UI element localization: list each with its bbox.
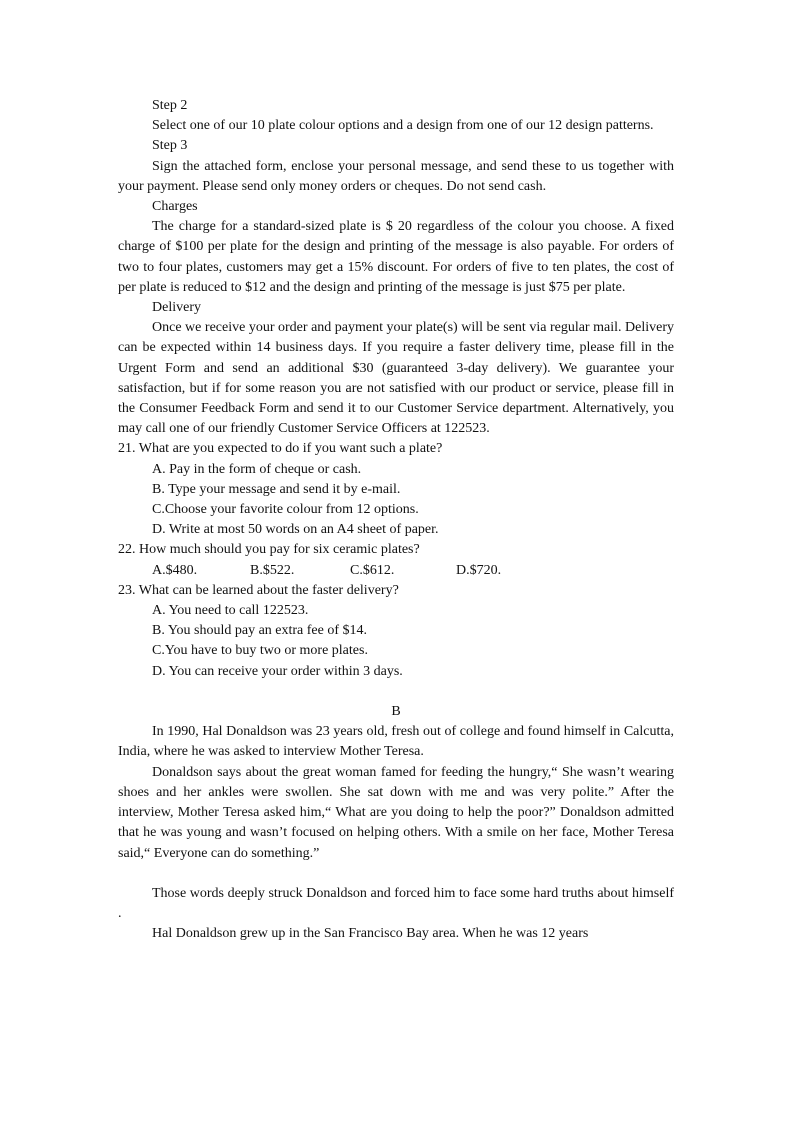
passage-b-paragraph-2: Donaldson says about the great woman famed for feeding the hungry,“ She wasn’t wearing shoes and her ankles were swollen. She sat down with me and was very polite.” After the interview, Mother Teresa asked him,“ What are you doing to help the poor?” Donaldson admitted that he was young and wasn’t focused on helping others. With a smile on her face, Mother Teresa said,“ Everyone can do something.” (118, 764, 674, 861)
q22-option-b: B.$522. (250, 562, 295, 578)
step3-heading: Step 3 (152, 138, 188, 154)
q21-option-c: C.Choose your favorite colour from 12 options. (152, 502, 419, 518)
delivery-heading: Delivery (152, 300, 201, 316)
passage-b-paragraph-4: Hal Donaldson grew up in the San Francisco Bay area. When he was 12 years (152, 926, 589, 942)
spacer (118, 864, 674, 884)
q23-option-c: C.You have to buy two or more plates. (152, 643, 368, 659)
q21-option-b: B. Type your message and send it by e-mail. (152, 481, 401, 497)
q21-option-d: D. Write at most 50 words on an A4 sheet of paper. (152, 522, 439, 538)
step2-heading: Step 2 (152, 98, 188, 113)
q23-option-b: B. You should pay an extra fee of $14. (152, 623, 368, 639)
question-21: 21. What are you expected to do if you want such a plate? (118, 441, 443, 457)
q22-option-d: D.$720. (456, 562, 502, 578)
q23-option-d: D. You can receive your order within 3 days. (152, 663, 403, 679)
step3-paragraph: Sign the attached form, enclose your personal message, and send these to us together with your payment. Please send only money orders or cheques. Do not send cash. (118, 158, 674, 194)
delivery-paragraph: Once we receive your order and payment your plate(s) will be sent via regular mail. Delivery can be expected within 14 business days. If you require a faster delivery time, please fill in the Urgent Form and send an additional $30 (guaranteed 3-day delivery). We guarantee your satisfaction, but if for some reason you are not satisfied with our product or service, please fill in the Consumer Feedback Form and send it to our Customer Service department. Alternatively, you may call one of our friendly Customer Service Officers at 122523. (118, 320, 674, 437)
q22-option-c: C.$612. (350, 562, 395, 578)
charges-heading: Charges (152, 199, 198, 215)
passage-b-paragraph-3: Those words deeply struck Donaldson and forced him to face some hard truths about himself . (118, 885, 674, 922)
spacer (118, 682, 674, 702)
q22-option-a: A.$480. (152, 562, 198, 578)
charges-paragraph: The charge for a standard-sized plate is $ 20 regardless of the colour you choose. A fixed charge of $100 per plate for the design and printing of the message is also payable. For orders of two to four plates, customers may get a 15% discount. For orders of five to ten plates, the cost of per plate is reduced to $12 and the design and printing of the message is just $75 per plate. (118, 219, 674, 295)
step2-paragraph: Select one of our 10 plate colour options and a design from one of our 12 design patterns. (152, 118, 654, 134)
q21-option-a: A. Pay in the form of cheque or cash. (152, 461, 362, 477)
q22-options (118, 561, 674, 581)
document-page (118, 96, 674, 945)
q23-option-a: A. You need to call 122523. (152, 603, 309, 619)
section-b-label: B (391, 704, 401, 720)
question-22: 22. How much should you pay for six ceramic plates? (118, 542, 420, 558)
passage-b-paragraph-1: In 1990, Hal Donaldson was 23 years old, fresh out of college and found himself in Calcutta, India, where he was asked to interview Mother Teresa. (118, 724, 674, 760)
question-23: 23. What can be learned about the faster delivery? (118, 582, 399, 598)
